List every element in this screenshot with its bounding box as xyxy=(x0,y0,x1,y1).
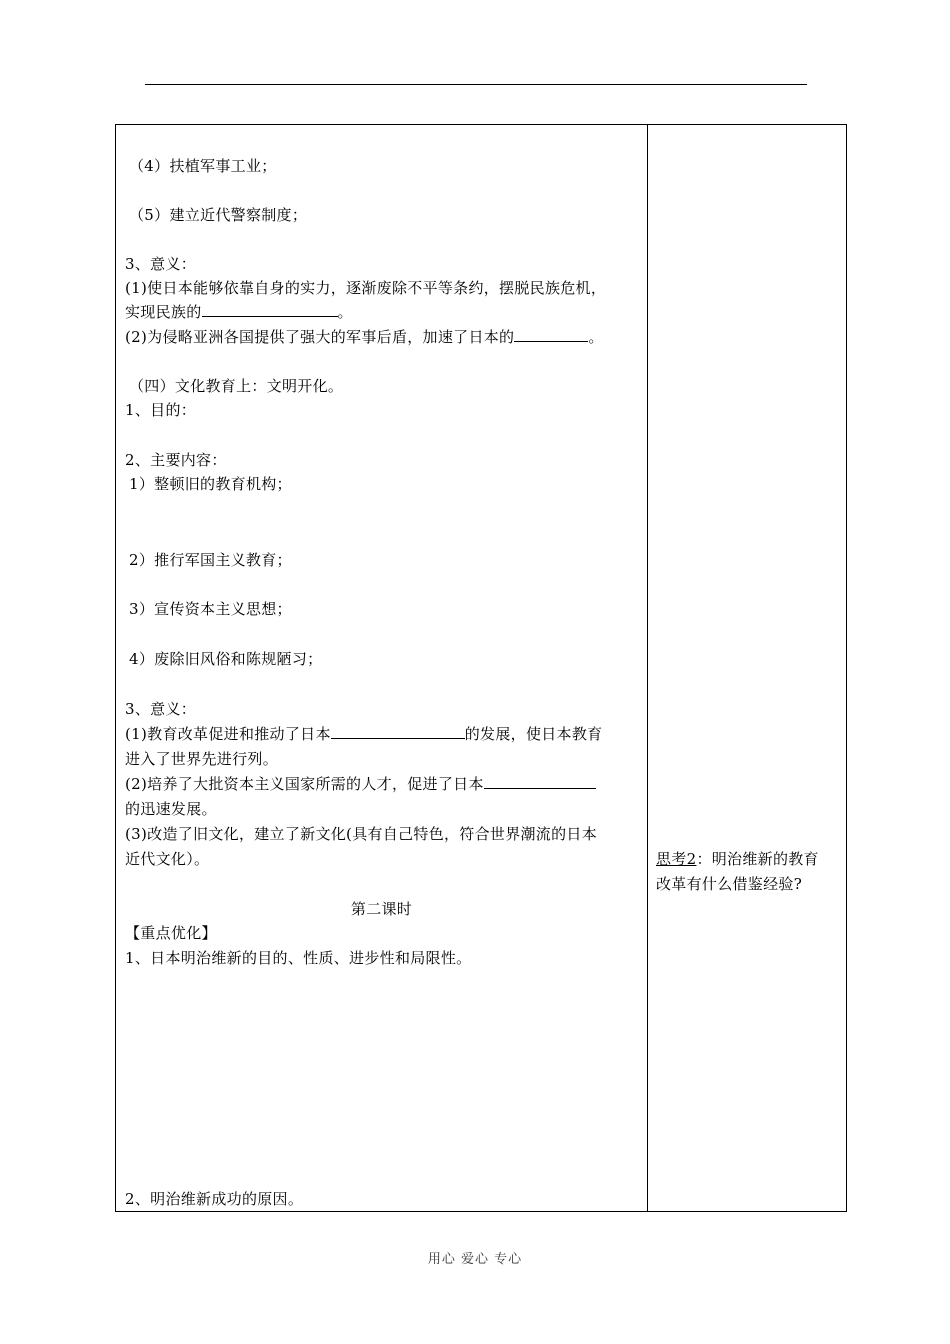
edu-significance-3-line-1: (3)改造了旧文化，建立了新文化(具有自己特色，符合世界潮流的日本 xyxy=(125,825,598,843)
lesson-two-title: 第二课时 xyxy=(350,900,413,918)
item-military-industry: （4）扶植军事工业； xyxy=(129,157,277,175)
heading-key-points: 【重点优化】 xyxy=(125,924,217,942)
fill-blank[interactable] xyxy=(331,723,465,739)
side-question-label: 思考2 xyxy=(656,850,697,868)
page-footer: 用心 爱心 专心 xyxy=(427,1252,523,1267)
item-police-system: （5）建立近代警察制度； xyxy=(129,206,308,224)
fill-blank[interactable] xyxy=(514,326,588,342)
text: (2)为侵略亚洲各国提供了强大的军事后盾，加速了日本的 xyxy=(125,328,515,346)
text: ：明治维新的教育 xyxy=(696,850,819,868)
heading-significance-1: 3、意义： xyxy=(125,255,197,273)
side-question-line-2: 改革有什么借鉴经验? xyxy=(656,875,803,893)
edu-significance-2-line-1 xyxy=(125,773,596,795)
key-point-1: 1、日本明治维新的目的、性质、进步性和局限性。 xyxy=(125,949,472,967)
header-rule xyxy=(145,84,807,85)
key-point-2: 2、明治维新成功的原因。 xyxy=(125,1190,304,1208)
text: (1)教育改革促进和推动了日本 xyxy=(125,725,331,743)
fill-blank[interactable] xyxy=(202,301,338,317)
item-reorganize-education: 1）整顿旧的教育机构； xyxy=(129,475,292,493)
significance-2-line xyxy=(125,326,604,348)
content-table xyxy=(115,124,847,1212)
edu-significance-3-line-2: 近代文化）。 xyxy=(125,850,210,868)
text: 的发展，使日本教育 xyxy=(464,725,603,743)
section-culture-education: （四）文化教育上：文明开化。 xyxy=(129,377,344,395)
item-capitalist-ideas: 3）宣传资本主义思想； xyxy=(129,600,292,618)
heading-significance-2: 3、意义： xyxy=(125,700,197,718)
column-divider xyxy=(647,125,648,1211)
heading-main-content: 2、主要内容： xyxy=(125,451,227,469)
heading-purpose: 1、目的： xyxy=(125,401,197,419)
item-militarist-education: 2）推行军国主义教育； xyxy=(129,551,292,569)
edu-significance-2-line-2: 的迅速发展。 xyxy=(125,800,217,818)
fill-blank[interactable] xyxy=(484,773,596,789)
edu-significance-1-line-1 xyxy=(125,723,602,745)
significance-1-line-1: (1)使日本能够依靠自身的实力，逐渐废除不平等条约，摆脱民族危机， xyxy=(125,279,607,297)
text: 。 xyxy=(588,328,604,346)
edu-significance-1-line-2: 进入了世界先进行列。 xyxy=(125,750,279,768)
item-abolish-customs: 4）废除旧风俗和陈规陋习； xyxy=(129,650,323,668)
text: 。 xyxy=(337,303,353,321)
text: 实现民族的 xyxy=(125,303,202,321)
significance-1-line-2 xyxy=(125,301,353,323)
side-question-line-1 xyxy=(656,848,819,870)
text: (2)培养了大批资本主义国家所需的人才，促进了日本 xyxy=(125,775,484,793)
